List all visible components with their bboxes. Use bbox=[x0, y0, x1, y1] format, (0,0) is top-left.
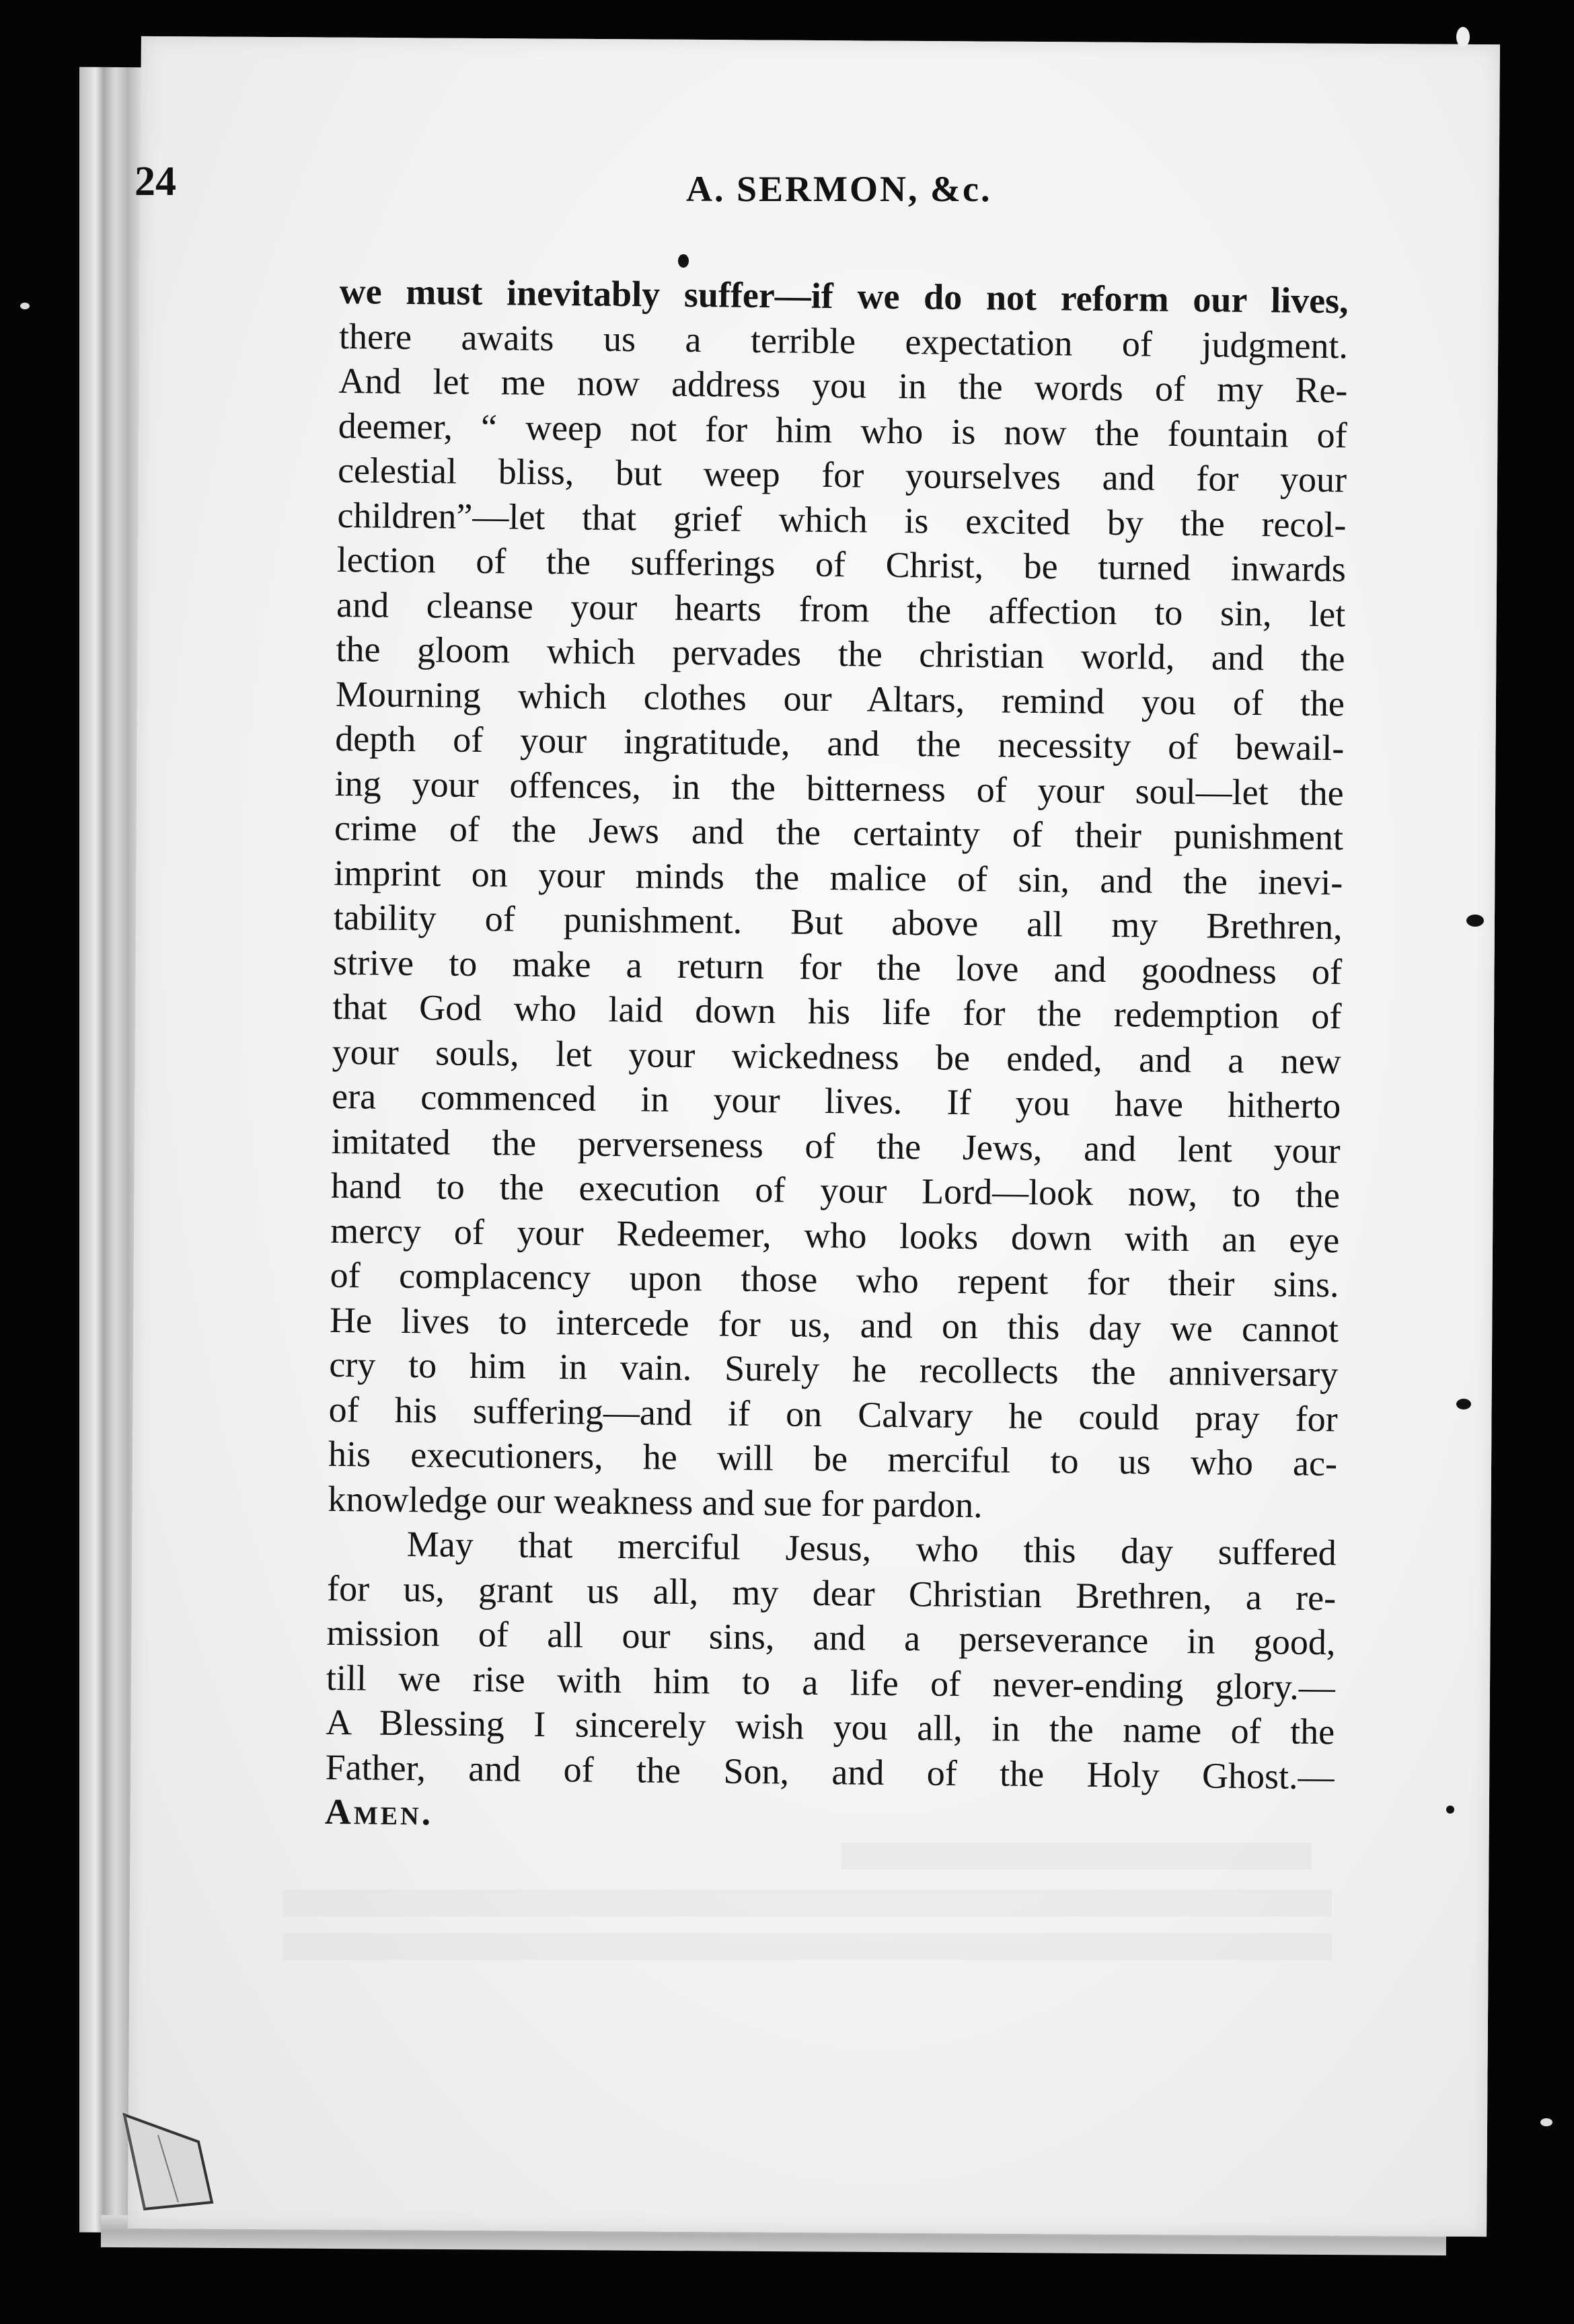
text-line: your souls, let your wickedness be ended, and a new bbox=[332, 1031, 1342, 1081]
scan-speck bbox=[1446, 1806, 1454, 1814]
text-line: tability of punishment. But above all my Brethren, bbox=[333, 896, 1343, 947]
text-line: till we rise with him to a life of never-ending glory.— bbox=[326, 1657, 1336, 1707]
text-line: era commenced in your lives. If you have hitherto bbox=[331, 1075, 1341, 1126]
text-line: for us, grant us all, my dear Christian Brethren, a re- bbox=[326, 1567, 1337, 1618]
text-line: knowledge our weakness and sue for pardon. bbox=[328, 1478, 983, 1525]
scan-speck bbox=[1456, 1399, 1471, 1409]
folded-corner-icon bbox=[118, 2101, 219, 2216]
scan-speck bbox=[678, 254, 689, 268]
text-line: strive to make a return for the love and goodness of bbox=[332, 941, 1343, 992]
sermon-text bbox=[325, 269, 1349, 1844]
text-line: his executioners, he will be merciful to us who ac- bbox=[328, 1433, 1338, 1484]
text-line: lection of the sufferings of Christ, be turned inwards bbox=[336, 539, 1347, 590]
text-line: celestial bliss, but weep for yourselves and for your bbox=[337, 449, 1347, 500]
text-line: mission of all our sins, and a perseverance in good, bbox=[326, 1612, 1336, 1663]
text-line: and cleanse your hearts from the affection to sin, let bbox=[336, 584, 1346, 634]
text-line: May that merciful Jesus, who this day suffered bbox=[406, 1524, 1337, 1574]
text-line: cry to him in vain. Surely he recollects the anniversary bbox=[329, 1344, 1339, 1395]
bleed-through-decoration bbox=[841, 1843, 1312, 1869]
text-line: deemer, “ weep not for him who is now the fountain of bbox=[338, 405, 1347, 455]
page-number: 24 bbox=[135, 159, 176, 204]
text-line: Father, and of the Son, and of the Holy Ghost.— bbox=[325, 1746, 1335, 1797]
scan-speck bbox=[1540, 2118, 1552, 2126]
bleed-through-decoration bbox=[283, 1890, 1332, 1916]
text-line: mercy of your Redeemer, who looks down with an eye bbox=[330, 1210, 1340, 1260]
scan-speck bbox=[1456, 27, 1470, 47]
text-line: ing your offences, in the bitterness of your soul—let the bbox=[334, 763, 1344, 813]
text-line: of complacency upon those who repent for their sins. bbox=[330, 1254, 1339, 1305]
text-line: there awaits us a terrible expectation of judgment. bbox=[338, 315, 1349, 366]
scan-speck bbox=[1466, 915, 1484, 927]
text-line: And let me now address you in the words of my Re- bbox=[338, 360, 1348, 411]
text-line: Mourning which clothes our Altars, remind you of the bbox=[335, 673, 1345, 724]
text-line: imitated the perverseness of the Jews, and lent your bbox=[331, 1120, 1341, 1171]
text-line: crime of the Jews and the certainty of their punishment bbox=[334, 807, 1344, 858]
text-line: that God who laid down his life for the redemption of bbox=[332, 986, 1342, 1037]
text-line: depth of your ingratitude, and the necessity of bewail- bbox=[335, 718, 1345, 769]
text-line: He lives to intercede for us, and on this day we cannot bbox=[329, 1299, 1339, 1350]
text-line: imprint on your minds the malice of sin, and the inevi- bbox=[334, 852, 1343, 902]
text-line: of his suffering—and if on Calvary he could pray for bbox=[328, 1389, 1338, 1439]
bleed-through-decoration bbox=[283, 1933, 1332, 1960]
text-line: Amen. bbox=[324, 1791, 434, 1833]
text-line: A Blessing I sincerely wish you all, in the name of the bbox=[325, 1701, 1335, 1752]
text-line: hand to the execution of your Lord—look now, to the bbox=[330, 1165, 1341, 1216]
running-head: A. SERMON, &c. bbox=[686, 169, 992, 209]
text-line: the gloom which pervades the christian world, and the bbox=[336, 628, 1345, 679]
text-line: children”—let that grief which is excited by the recol- bbox=[337, 494, 1347, 545]
text-line: we must inevitably suffer—if we do not reform our lives, bbox=[339, 270, 1349, 321]
scan-speck bbox=[20, 303, 30, 309]
